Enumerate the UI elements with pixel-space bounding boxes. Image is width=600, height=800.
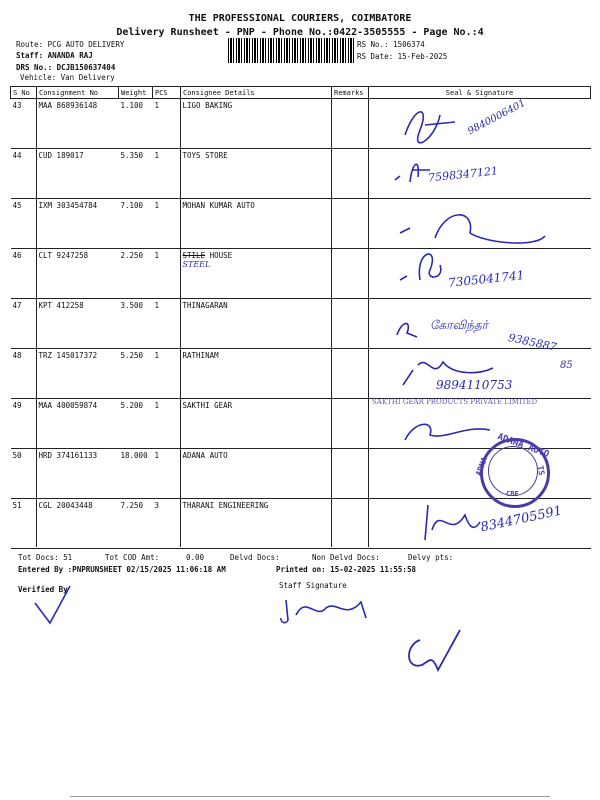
consignee: RATHINAM: [181, 349, 332, 399]
col-pcs: PCS: [153, 87, 181, 99]
stamp-left-text: ADNA: [474, 455, 490, 478]
sno: 49: [11, 399, 37, 449]
consignee-struck: STILE: [182, 251, 206, 260]
company-title: THE PROFESSIONAL COURIERS, COIMBATORE: [188, 13, 412, 24]
route-label: Route: PCG AUTO DELIVERY: [16, 40, 125, 49]
rs-number: RS No.: 1506374: [357, 40, 425, 49]
page-bottom-edge: [70, 796, 550, 797]
staff-signature-label: Staff Signature: [279, 581, 347, 590]
number-row-48: 85: [560, 360, 573, 371]
consignment-no: MAA 868936148: [37, 99, 119, 149]
remarks: [332, 149, 369, 199]
remarks: [332, 299, 369, 349]
weight: 7.100: [119, 199, 153, 249]
drs-label: DRS No.: DCJB150637404: [16, 63, 116, 72]
phone-row-47: 9385887: [507, 331, 558, 354]
pcs: 1: [153, 249, 181, 299]
col-consignee: Consignee Details: [181, 87, 332, 99]
pcs: 1: [153, 99, 181, 149]
col-signature: Seal & Signature: [369, 87, 591, 99]
table-row: [11, 149, 591, 199]
tamil-name-row-47: கோவிந்தர்: [430, 318, 488, 332]
consignee-text: HOUSE: [205, 251, 233, 260]
initials-signature: [400, 625, 480, 684]
delivery-points: Delvy pts:: [408, 553, 454, 562]
col-consignment: Consignment No: [37, 87, 119, 99]
remarks: [332, 449, 369, 499]
remarks: [332, 499, 369, 549]
total-cod-value: 0.00: [186, 553, 205, 562]
entered-by: Entered By :PNPRUNSHEET 02/15/2025 11:06:18 AM: [18, 565, 226, 574]
delivered-docs: Delvd Docs:: [230, 553, 280, 562]
pcs: 1: [153, 399, 181, 449]
weight: 5.350: [119, 149, 153, 199]
sno: 48: [11, 349, 37, 399]
phone-row-48: 9894110753: [436, 378, 513, 392]
stamp-bottom-text: CBE: [506, 490, 519, 498]
phone-row-44: 7598347121: [427, 164, 499, 185]
sno: 47: [11, 299, 37, 349]
runsheet-subtitle: Delivery Runsheet - PNP - Phone No.:0422-3505555 - Page No.:4: [116, 27, 484, 38]
phone-row-43: 9840006401: [466, 97, 528, 138]
sno: 45: [11, 199, 37, 249]
consignee: ADANA AUTO: [181, 449, 332, 499]
consignee: THARANI ENGINEERING: [181, 499, 332, 549]
pcs: 1: [153, 149, 181, 199]
weight: 5.200: [119, 399, 153, 449]
sno: 43: [11, 99, 37, 149]
consignment-no: CUD 189017: [37, 149, 119, 199]
remarks: [332, 99, 369, 149]
stamp-right-text: TS: [535, 464, 547, 477]
remarks: [332, 199, 369, 249]
printed-on: Printed on: 15-02-2025 11:55:58: [276, 565, 416, 574]
weight: 2.250: [119, 249, 153, 299]
consignee: THINAGARAN: [181, 299, 332, 349]
barcode: [228, 38, 354, 63]
rs-date: RS Date: 15-Feb-2025: [357, 52, 448, 61]
sno: 51: [11, 499, 37, 549]
staff-signature: [276, 590, 386, 634]
consignment-no: CGL 20043448: [37, 499, 119, 549]
consignee: SAKTHI GEAR: [181, 399, 332, 449]
column-divider: [36, 86, 37, 547]
non-delivered-docs: Non Delvd Docs:: [312, 553, 380, 562]
table-row: [11, 299, 591, 349]
weight: 1.100: [119, 99, 153, 149]
stamp-top-text: ADANA AUTO: [495, 432, 551, 460]
pcs: 1: [153, 199, 181, 249]
column-divider: [180, 86, 181, 547]
consignee: MOHAN KUMAR AUTO: [181, 199, 332, 249]
pcs: 1: [153, 449, 181, 499]
total-docs: Tot Docs: 51: [18, 553, 73, 562]
signature-row-49: [395, 410, 505, 454]
phone-row-51: 8344705591: [479, 503, 564, 536]
consignee: [181, 249, 332, 299]
consignment-no: IXM 303454784: [37, 199, 119, 249]
verified-signature: [30, 578, 90, 632]
remarks: [332, 399, 369, 449]
col-sno: S No: [11, 87, 37, 99]
consignment-no: MAA 400059874: [37, 399, 119, 449]
signature-row-47: [392, 315, 432, 349]
verified-by: Verified By: [18, 585, 68, 594]
sno: 50: [11, 449, 37, 499]
table-header-row: [11, 87, 591, 99]
signature-row-46: [395, 240, 455, 294]
weight: 18.000: [119, 449, 153, 499]
stamp-row-49: SAKTHI GEAR PRODUCTS PRIVATE LIMITED: [372, 398, 538, 406]
remarks: [332, 349, 369, 399]
weight: 3.500: [119, 299, 153, 349]
weight: 7.250: [119, 499, 153, 549]
pcs: 3: [153, 499, 181, 549]
phone-row-46: 7305041741: [447, 268, 525, 290]
consignee: LIGO BAKING: [181, 99, 332, 149]
pcs: 1: [153, 299, 181, 349]
vehicle-label: Vehicle: Van Delivery: [20, 73, 115, 82]
sno: 44: [11, 149, 37, 199]
column-divider: [368, 86, 369, 547]
remarks: [332, 249, 369, 299]
col-weight: Weight: [119, 87, 153, 99]
staff-label: Staff: ANANDA RAJ: [16, 51, 93, 60]
consignee-handwritten: STEEL: [182, 260, 211, 269]
sno: 46: [11, 249, 37, 299]
consignment-no: HRD 374161133: [37, 449, 119, 499]
weight: 5.250: [119, 349, 153, 399]
col-remarks: Remarks: [332, 87, 369, 99]
consignment-no: KPT 412258: [37, 299, 119, 349]
column-divider: [331, 86, 332, 547]
consignment-no: CLT 9247258: [37, 249, 119, 299]
pcs: 1: [153, 349, 181, 399]
consignment-no: TRZ 145017372: [37, 349, 119, 399]
consignee: TOYS STORE: [181, 149, 332, 199]
total-cod-label: Tot COD Amt:: [105, 553, 160, 562]
